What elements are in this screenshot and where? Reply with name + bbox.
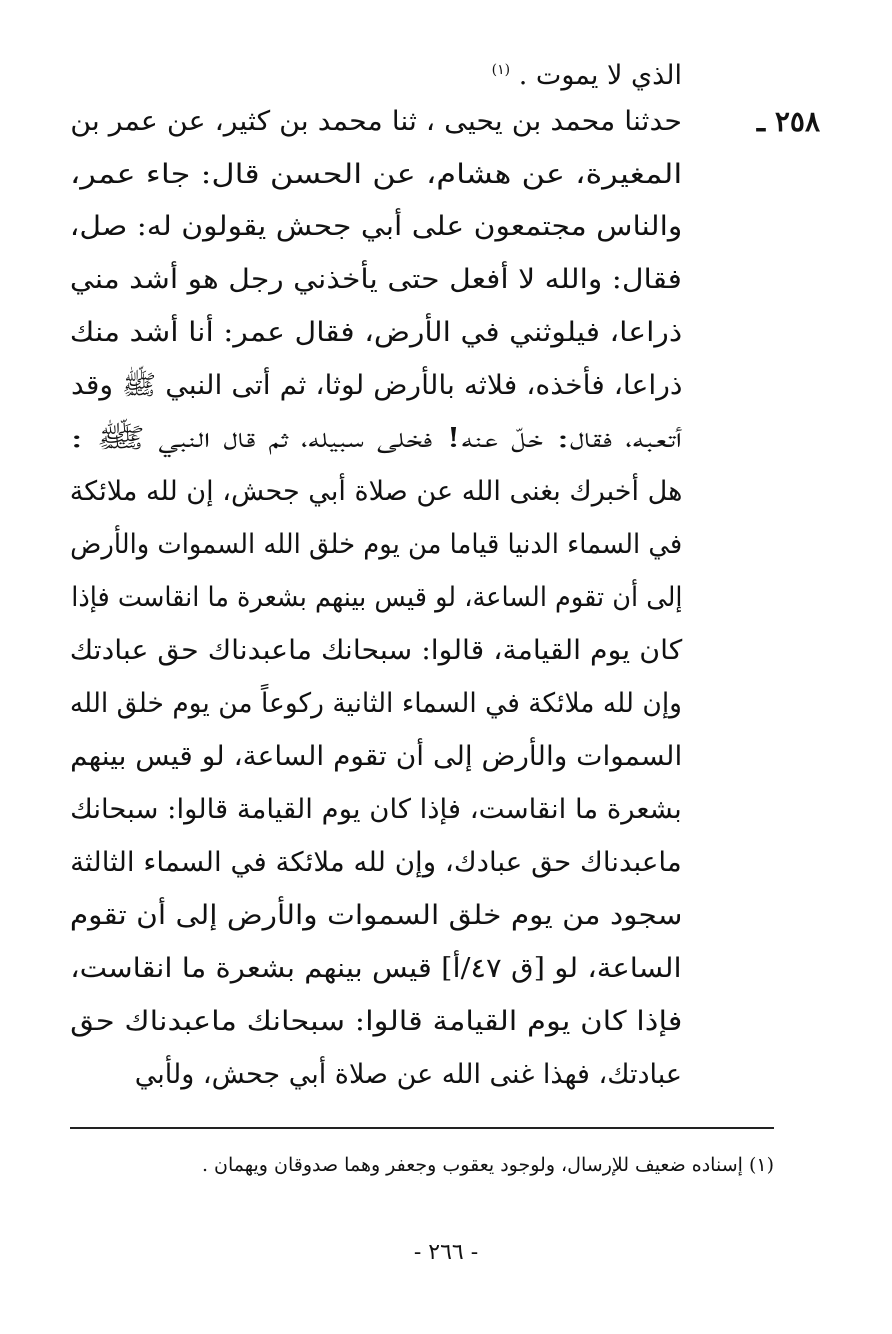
hadith-line: عبادتك، فهذا غنى الله عن صلاة أبي جحش، ولأبي (134, 1059, 682, 1090)
hadith-line: سجود من يوم خلق السموات والأرض إلى أن تقوم (69, 900, 682, 931)
continuation-text: الذي لا يموت . (518, 60, 682, 91)
hadith-line: ذراعا، فيلوثني في الأرض، فقال عمر: أنا أشد منك (69, 317, 682, 348)
hadith-line: والناس مجتمعون على أبي جحش يقولون له: صل، (69, 211, 682, 242)
page-number: - ٢٦٦ - (413, 1240, 479, 1265)
hadith-line: بشعرة ما انقاست، فإذا كان يوم القيامة قالوا: سبحانك (70, 794, 682, 825)
footnote-text: (١) إسناده ضعيف للإرسال، ولوجود يعقوب وجعفر وهما صدوقان ويهمان . (201, 1154, 774, 1176)
hadith-line: أتعبه، فقال: خلّ عنه! فخلى سبيله، ثم قال النبي ﷺ : (69, 423, 682, 454)
footnote-marker: (١) (491, 62, 511, 78)
hadith-number: ٢٥٨ ـ (756, 105, 820, 138)
continuation-line (492, 48, 682, 98)
hadith-line: فقال: والله لا أفعل حتى يأخذني رجل هو أشد مني (69, 264, 682, 295)
hadith-line: وإن لله ملائكة في السماء الثانية ركوعاً من يوم خلق الله (69, 688, 682, 719)
footnote-divider (70, 1127, 774, 1129)
hadith-line: حدثنا محمد بن يحيى ، ثنا محمد بن كثير، عن عمر بن (70, 106, 682, 137)
hadith-line: الساعة، لو [ق ٤٧/أ] قيس بينهم بشعرة ما انقاست، (70, 953, 682, 984)
hadith-line: ذراعا، فأخذه، فلاثه بالأرض لوثا، ثم أتى النبي ﷺ وقد (70, 370, 682, 401)
hadith-line: في السماء الدنيا قياما من يوم خلق الله السموات والأرض (69, 529, 682, 560)
hadith-line: هل أخبرك بغنى الله عن صلاة أبي جحش، إن لله ملائكة (69, 476, 682, 507)
hadith-line: فإذا كان يوم القيامة قالوا: سبحانك ماعبدناك حق (69, 1006, 682, 1037)
hadith-line: المغيرة، عن هشام، عن الحسن قال: جاء عمر، (69, 159, 682, 190)
hadith-line: السموات والأرض إلى أن تقوم الساعة، لو قيس بينهم (69, 741, 682, 772)
hadith-line: كان يوم القيامة، قالوا: سبحانك ماعبدناك حق عبادتك (69, 635, 682, 666)
hadith-line: إلى أن تقوم الساعة، لو قيس بينهم بشعرة ما انقاست فإذا (70, 582, 682, 613)
hadith-line: ماعبدناك حق عبادك، وإن لله ملائكة في السماء الثالثة (70, 847, 682, 878)
